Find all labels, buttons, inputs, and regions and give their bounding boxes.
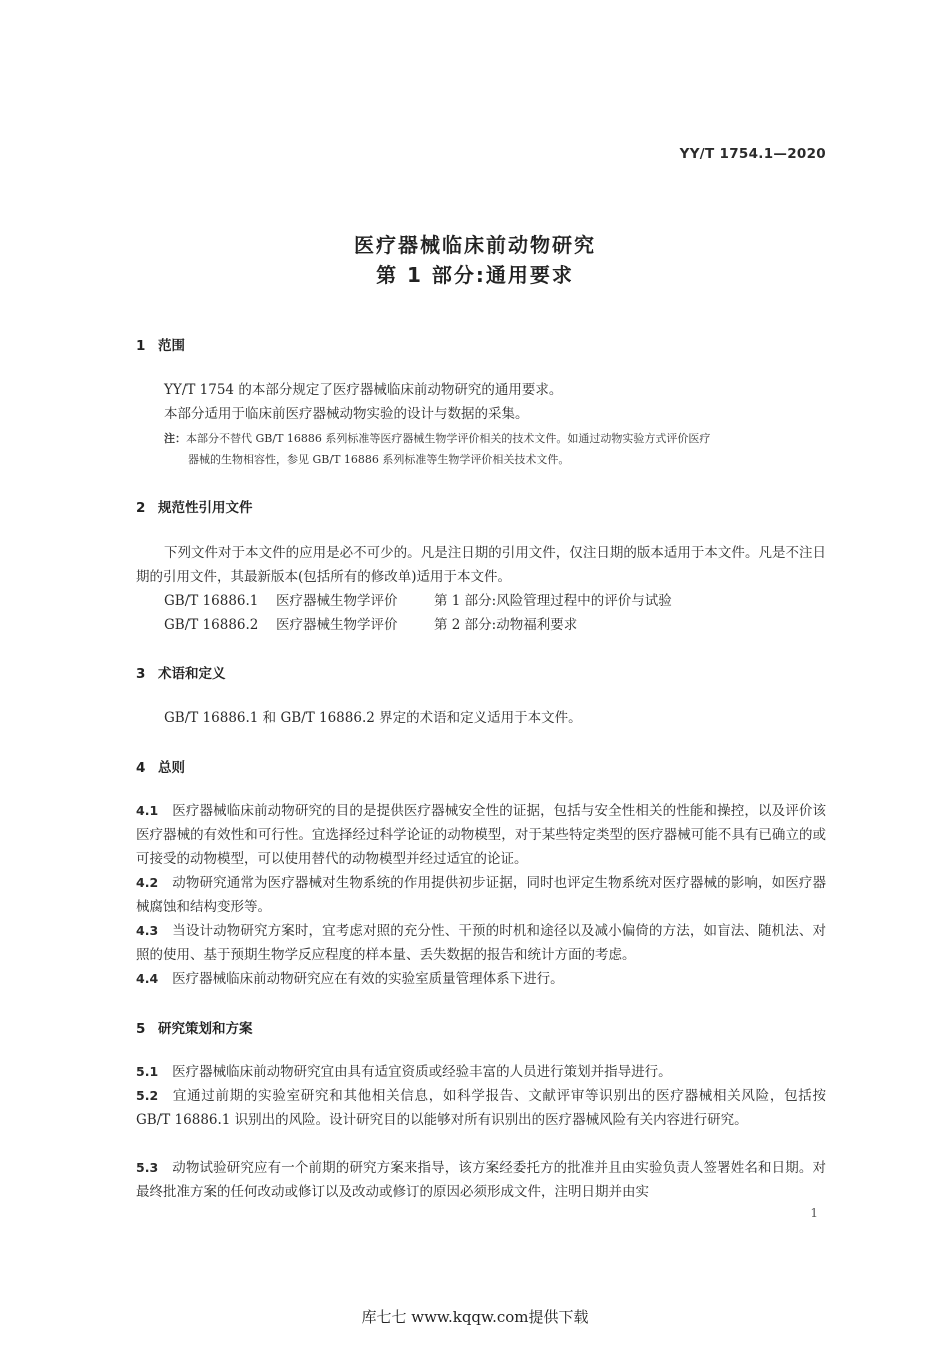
clause: 4.4 医疗器械临床前动物研究应在有效的实验室质量管理体系下进行。	[136, 971, 564, 987]
section-heading-1: 1 范围	[136, 338, 185, 354]
standard-code: YY/T 1754.1—2020	[679, 146, 826, 162]
clause: 4.3 当设计动物研究方案时，宜考虑对照的充分性、干预的时机和途径以及减小偏倚的方法，如盲法、随机法、对照的使用、基于预期生物学反应程度的样本量、丢失数据的报告和统计方面的考虑。	[136, 923, 826, 963]
paragraph: GB/T 16886.1 和 GB/T 16886.2 界定的术语和定义适用于本文件。	[164, 710, 582, 726]
reference-item: GB/T 16886.1 医疗器械生物学评价 第 1 部分:风险管理过程中的评价与试验	[164, 593, 672, 609]
clause: 4.2 动物研究通常为医疗器械对生物系统的作用提供初步证据，同时也评定生物系统对医疗器械的影响，如医疗器械腐蚀和结构变形等。	[136, 875, 826, 915]
footer-download-text: 库七七 www.kqqw.com提供下载	[361, 1308, 589, 1326]
document-title: 医疗器械临床前动物研究	[354, 233, 596, 257]
clause: 5.3 动物试验研究应有一个前期的研究方案来指导，该方案经委托方的批准并且由实验负责人签署姓名和日期。对最终批准方案的任何改动或修订以及改动或修订的原因必须形成文件，注明日期并由实	[136, 1160, 826, 1200]
paragraph: 下列文件对于本文件的应用是必不可少的。凡是注日期的引用文件，仅注日期的版本适用于本文件。凡是不注日期的引用文件，其最新版本(包括所有的修改单)适用于本文件。	[136, 545, 826, 585]
page-number: 1	[810, 1206, 818, 1220]
section-heading-4: 4 总则	[136, 760, 185, 776]
note-continuation: 器械的生物相容性，参见 GB/T 16886 系列标准等生物学评价相关技术文件。	[188, 453, 570, 466]
clause: 5.2 宜通过前期的实验室研究和其他相关信息，如科学报告、文献评审等识别出的医疗器械相关风险，包括按 GB/T 16886.1 识别出的风险。设计研究目的以能够对所有识别出的医疗器械风险有关内容进行研究。	[136, 1088, 826, 1128]
reference-item: GB/T 16886.2 医疗器械生物学评价 第 2 部分:动物福利要求	[164, 617, 578, 633]
section-heading-3: 3 术语和定义	[136, 666, 226, 682]
section-heading-5: 5 研究策划和方案	[136, 1021, 253, 1037]
section-heading-2: 2 规范性引用文件	[136, 500, 253, 516]
note: 注：本部分不替代 GB/T 16886 系列标准等医疗器械生物学评价相关的技术文件。如通过动物实验方式评价医疗	[164, 432, 711, 445]
paragraph: YY/T 1754 的本部分规定了医疗器械临床前动物研究的通用要求。	[164, 382, 563, 398]
document-subtitle: 第 1 部分:通用要求	[376, 263, 574, 287]
paragraph: 本部分适用于临床前医疗器械动物实验的设计与数据的采集。	[164, 406, 529, 422]
clause: 5.1 医疗器械临床前动物研究宜由具有适宜资质或经验丰富的人员进行策划并指导进行。	[136, 1064, 672, 1080]
clause: 4.1 医疗器械临床前动物研究的目的是提供医疗器械安全性的证据，包括与安全性相关的性能和操控，以及评价该医疗器械的有效性和可行性。宜选择经过科学论证的动物模型，对于某些特定类型的医疗器械可能不具有已确立的或可接受的动物模型，可以使用替代的动物模型并经过适宜的论证。	[136, 803, 826, 867]
